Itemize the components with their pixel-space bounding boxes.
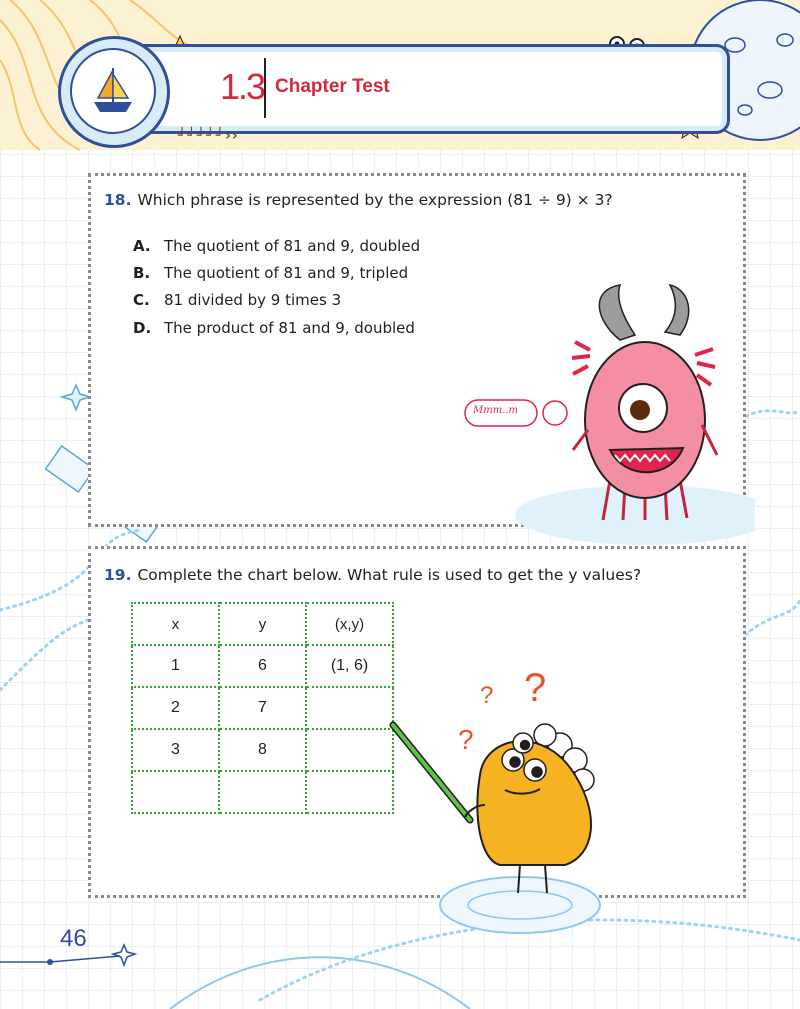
decor-marks: ┘┘┘┘┘›› (178, 128, 239, 144)
page-number: 46 (60, 925, 87, 952)
yellow-monster (385, 665, 625, 955)
table-cell: 1 (132, 645, 219, 687)
question-mark: ? (458, 724, 474, 755)
sparkle-star-icon (62, 385, 90, 410)
table-cell[interactable] (306, 687, 393, 729)
choice-letter: A. (133, 237, 151, 255)
table-cell[interactable] (219, 771, 306, 813)
question-mark: ? (480, 682, 494, 709)
choice-text: The quotient of 81 and 9, tripled (164, 264, 409, 282)
table-cell: 2 (132, 687, 219, 729)
table-cell[interactable]: (1, 6) (306, 645, 393, 687)
xy-chart-table (131, 602, 394, 814)
question-mark: ? (524, 666, 547, 710)
choice-d[interactable] (133, 319, 415, 337)
table-row (132, 687, 393, 729)
choice-letter: B. (133, 264, 151, 282)
table-header: y (219, 603, 306, 645)
table-header: (x,y) (306, 603, 393, 645)
chapter-header-bar (128, 44, 730, 134)
choice-letter: C. (133, 291, 150, 309)
question-19 (104, 566, 641, 584)
question-number: 18. (104, 191, 132, 209)
question-18 (104, 191, 613, 209)
choice-letter: D. (133, 319, 152, 337)
question-number: 19. (104, 566, 132, 584)
table-cell[interactable] (132, 771, 219, 813)
table-cell[interactable] (306, 771, 393, 813)
sailboat-icon (88, 64, 138, 118)
table-cell: 8 (219, 729, 306, 771)
page-title: Chapter Test (275, 76, 390, 97)
chapter-number: 1.3 (220, 66, 265, 107)
question-text: Which phrase is represented by the expression (81 ÷ 9) × 3? (137, 191, 613, 209)
table-row (132, 645, 393, 687)
chapter-badge (58, 36, 170, 148)
choice-text: 81 divided by 9 times 3 (164, 291, 342, 309)
table-header: x (132, 603, 219, 645)
title-divider (264, 58, 266, 118)
table-cell: 6 (219, 645, 306, 687)
choice-c[interactable] (133, 291, 341, 309)
choice-text: The product of 81 and 9, doubled (164, 319, 415, 337)
table-cell: 7 (219, 687, 306, 729)
question-text: Complete the chart below. What rule is used to get the y values? (137, 566, 642, 584)
speech-bubble-text: Mmm..m (473, 405, 519, 416)
planet-arc-decoration (170, 957, 470, 1009)
table-cell[interactable] (306, 729, 393, 771)
choice-a[interactable] (133, 237, 420, 255)
table-cell: 3 (132, 729, 219, 771)
table-row (132, 771, 393, 813)
choice-text: The quotient of 81 and 9, doubled (164, 237, 421, 255)
table-row (132, 729, 393, 771)
choice-b[interactable] (133, 264, 408, 282)
table-header-row (132, 603, 393, 645)
sparkle-star-icon (113, 945, 135, 965)
